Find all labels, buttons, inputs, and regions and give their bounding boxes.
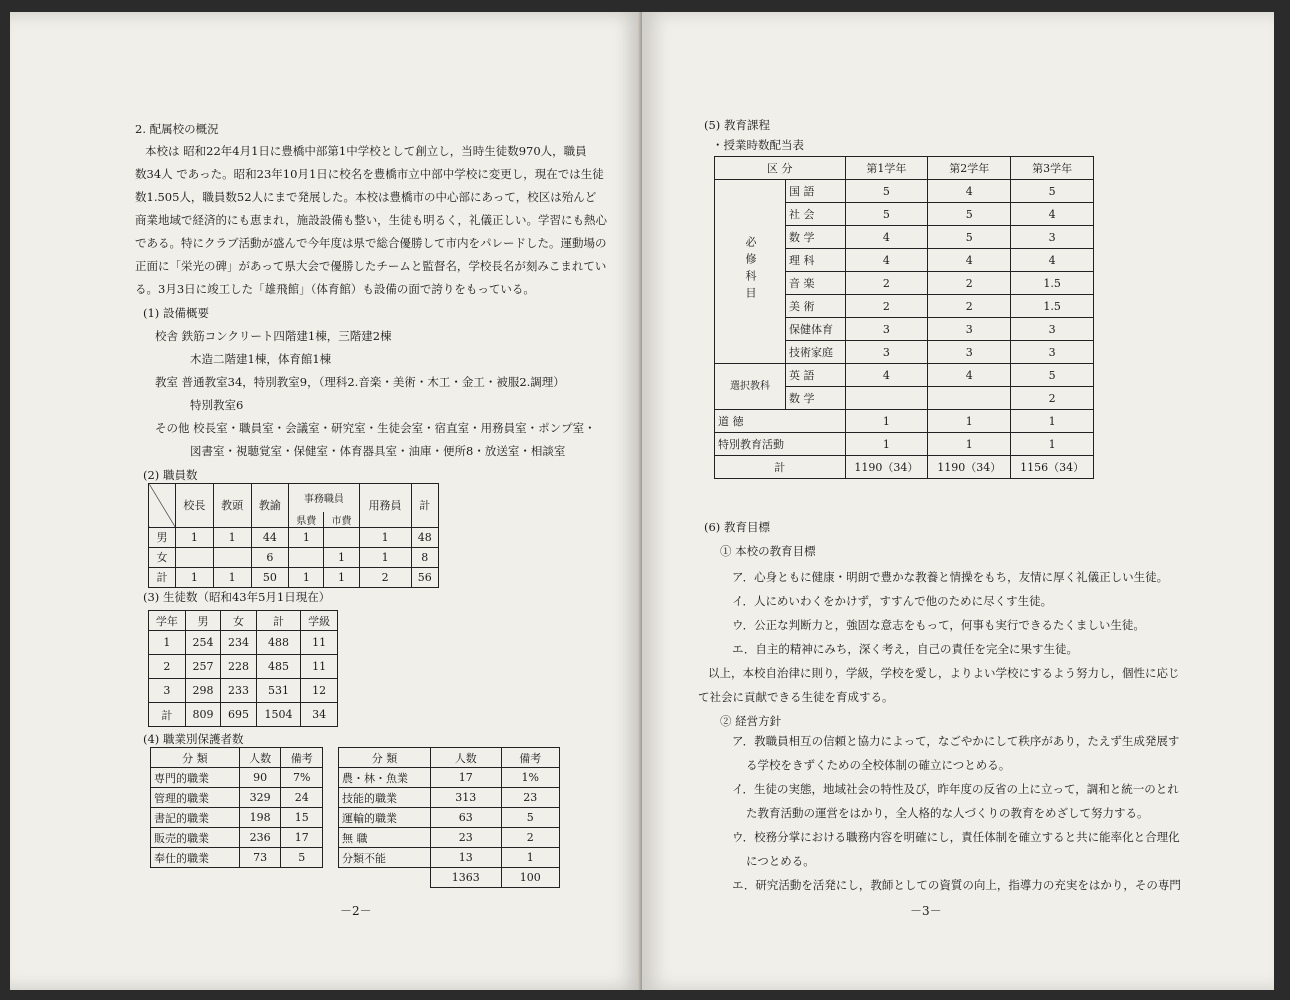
subject-cell: 技術家庭 bbox=[786, 341, 846, 364]
table-cell: 34 bbox=[301, 703, 338, 727]
subject-cell: 英 語 bbox=[786, 364, 846, 387]
policy-line: につとめる。 bbox=[746, 854, 815, 868]
table-header: 人数 bbox=[239, 748, 281, 768]
table-cell: 695 bbox=[221, 703, 257, 727]
table-cell: 313 bbox=[431, 788, 502, 808]
table-cell: 257 bbox=[185, 655, 221, 679]
table-cell: 計 bbox=[149, 703, 186, 727]
table-cell: 4 bbox=[928, 249, 1011, 272]
table-cell: 1.5 bbox=[1011, 295, 1094, 318]
table-cell: 7% bbox=[281, 768, 323, 788]
table-cell: 5 bbox=[501, 808, 559, 828]
table-cell: 1 bbox=[1011, 410, 1094, 433]
table-cell: 分類不能 bbox=[339, 848, 431, 868]
table-cell: 3 bbox=[1011, 226, 1094, 249]
table-cell: 56 bbox=[411, 567, 438, 587]
table-cell: 50 bbox=[251, 567, 289, 587]
table-row bbox=[339, 788, 560, 808]
table-cell: 90 bbox=[239, 768, 281, 788]
table-header: 第3学年 bbox=[1011, 157, 1094, 180]
table-cell: 3 bbox=[149, 679, 186, 703]
subject-cell: 保健体育 bbox=[786, 318, 846, 341]
table-row bbox=[715, 433, 1094, 456]
table-cell: 23 bbox=[431, 828, 502, 848]
curriculum-heading: (5) 教育課程 bbox=[704, 118, 770, 132]
table-header: 事務職員 bbox=[289, 484, 359, 512]
table-cell: 1156（34） bbox=[1011, 456, 1094, 479]
table-cell: 5 bbox=[845, 203, 928, 226]
facilities-line: 図書室・視聴覚室・保健室・体育器具室・油庫・便所8・放送室・相談室 bbox=[190, 444, 566, 458]
table-cell: 専門的職業 bbox=[151, 768, 240, 788]
page-number: －2－ bbox=[340, 904, 372, 918]
table-cell: 73 bbox=[239, 848, 281, 868]
empty-cell bbox=[339, 868, 431, 888]
table-cell: 書記的職業 bbox=[151, 808, 240, 828]
table-header: 分 類 bbox=[339, 748, 431, 768]
table-cell bbox=[324, 527, 359, 547]
policy-heading: ② 経営方針 bbox=[720, 714, 782, 728]
subject-cell: 社 会 bbox=[786, 203, 846, 226]
table-cell: 236 bbox=[239, 828, 281, 848]
table-cell bbox=[289, 547, 324, 567]
intro-line: 数34人 であった。昭和23年10月1日に校名を豊橋市立中部中学校に変更し，現在では生徒 bbox=[135, 167, 604, 181]
table-cell: 17 bbox=[281, 828, 323, 848]
table-header: 教諭 bbox=[251, 484, 289, 528]
table-cell: 12 bbox=[301, 679, 338, 703]
table-row bbox=[149, 631, 338, 655]
table-cell: 1 bbox=[324, 567, 359, 587]
table-cell: 1.5 bbox=[1011, 272, 1094, 295]
policy-line: ア．教職員相互の信頼と協力によって，なごやかにして秩序があり，たえず生成発展す bbox=[732, 734, 1180, 748]
table-cell: 13 bbox=[431, 848, 502, 868]
table-cell: 531 bbox=[256, 679, 300, 703]
table-header: 備考 bbox=[501, 748, 559, 768]
table-cell bbox=[213, 547, 251, 567]
subject-cell: 計 bbox=[715, 456, 846, 479]
table-cell: 1 bbox=[324, 547, 359, 567]
table-cell: 1 bbox=[845, 433, 928, 456]
table-cell: 1 bbox=[928, 433, 1011, 456]
table-cell: 4 bbox=[928, 180, 1011, 203]
left-page bbox=[10, 12, 642, 990]
table-cell: 2 bbox=[149, 655, 186, 679]
goal-item: ア．心身ともに健康・明朗で豊かな教養と情操をもち，友情に厚く礼儀正しい生徒。 bbox=[732, 570, 1169, 584]
goal-item: エ．自主的精神にみち，深く考え，自己の責任を完全に果す生徒。 bbox=[732, 642, 1079, 656]
facilities-line: 木造二階建1棟，体育館1棟 bbox=[190, 352, 332, 366]
table-header: 学級 bbox=[301, 611, 338, 631]
table-cell: 4 bbox=[1011, 203, 1094, 226]
facilities-line: 校舎 鉄筋コンクリート四階建1棟，三階建2棟 bbox=[155, 329, 392, 343]
facilities-line: 特別教室6 bbox=[190, 398, 244, 412]
table-cell: 2 bbox=[845, 295, 928, 318]
goals-summary-line: 以上，本校自治律に則り，学級，学校を愛し，よりよい学校にするよう努力し，個性に応じ bbox=[708, 666, 1180, 680]
table-cell: 管理的職業 bbox=[151, 788, 240, 808]
group-label-required: 必修科目 bbox=[715, 180, 786, 364]
subject-cell: 数 学 bbox=[786, 387, 846, 410]
table-row bbox=[149, 547, 439, 567]
goals-summary-line: て社会に貢献できる生徒を育成する。 bbox=[698, 690, 894, 704]
goals-heading: (6) 教育目標 bbox=[704, 520, 770, 534]
intro-line: 商業地域で経済的にも恵まれ，施設設備も整い，生徒も明るく，礼儀正しい。学習にも熱心 bbox=[135, 213, 607, 227]
table-cell: 809 bbox=[185, 703, 221, 727]
subject-cell: 特別教育活動 bbox=[715, 433, 846, 456]
table-cell: 1 bbox=[1011, 433, 1094, 456]
subject-cell: 理 科 bbox=[786, 249, 846, 272]
table-cell: 1 bbox=[359, 527, 411, 547]
table-row bbox=[151, 828, 323, 848]
table-cell: 運輸的職業 bbox=[339, 808, 431, 828]
table-row bbox=[151, 808, 323, 828]
table-header: 用務員 bbox=[359, 484, 411, 528]
table-cell bbox=[845, 387, 928, 410]
table-header: 備考 bbox=[281, 748, 323, 768]
row-label: 女 bbox=[149, 547, 176, 567]
intro-line: である。特にクラブ活動が盛んで今年度は県で総合優勝して市内をパレードした。運動場の bbox=[135, 236, 607, 250]
table-header: 第2学年 bbox=[928, 157, 1011, 180]
policy-line: る学校をきずくための全校体制の確立につとめる。 bbox=[746, 758, 1011, 772]
table-row bbox=[715, 180, 1094, 203]
table-cell: 3 bbox=[845, 341, 928, 364]
table-cell: 奉仕的職業 bbox=[151, 848, 240, 868]
page-number: －3－ bbox=[910, 904, 942, 918]
table-row bbox=[149, 527, 439, 547]
table-cell: 1 bbox=[845, 410, 928, 433]
row-label: 計 bbox=[149, 567, 176, 587]
subject-cell: 音 楽 bbox=[786, 272, 846, 295]
students-table bbox=[148, 610, 338, 727]
facilities-line: 教室 普通教室34，特別教室9，（理科2.音楽・美術・木工・金工・被服2.調理） bbox=[155, 375, 565, 389]
table-row bbox=[715, 364, 1094, 387]
policy-line: た教育活動の運営をはかり，全人格的な人づくりの教育をめざして努力する。 bbox=[746, 806, 1149, 820]
table-cell: 228 bbox=[221, 655, 257, 679]
table-cell: 254 bbox=[185, 631, 221, 655]
table-cell: 44 bbox=[251, 527, 289, 547]
table-cell: 298 bbox=[185, 679, 221, 703]
staff-table bbox=[148, 483, 439, 588]
table-cell: 4 bbox=[928, 364, 1011, 387]
table-cell: 4 bbox=[845, 249, 928, 272]
table-header: 県費 bbox=[289, 512, 324, 528]
table-cell: 販売的職業 bbox=[151, 828, 240, 848]
section-title: 2. 配属校の概況 bbox=[135, 122, 219, 136]
table-cell: 5 bbox=[928, 226, 1011, 249]
table-cell: 3 bbox=[845, 318, 928, 341]
table-header: 女 bbox=[221, 611, 257, 631]
table-total-row bbox=[339, 868, 560, 888]
table-cell: 24 bbox=[281, 788, 323, 808]
table-cell: 329 bbox=[239, 788, 281, 808]
table-cell: 技能的職業 bbox=[339, 788, 431, 808]
table-row bbox=[151, 768, 323, 788]
table-cell: 4 bbox=[845, 364, 928, 387]
table-cell: 1190（34） bbox=[928, 456, 1011, 479]
table-row bbox=[715, 410, 1094, 433]
table-cell: 5 bbox=[928, 203, 1011, 226]
table-row bbox=[149, 703, 338, 727]
table-cell bbox=[176, 547, 214, 567]
table-cell: 2 bbox=[501, 828, 559, 848]
table-row bbox=[149, 655, 338, 679]
table-cell: 2 bbox=[928, 272, 1011, 295]
table-row bbox=[151, 788, 323, 808]
table-cell: 11 bbox=[301, 631, 338, 655]
table-cell: 2 bbox=[1011, 387, 1094, 410]
intro-line: 正面に「栄光の碑」があって県大会で優勝したチームと監督名，学校長名が刻みこまれてい bbox=[135, 259, 607, 273]
table-cell: 1190（34） bbox=[845, 456, 928, 479]
table-cell: 3 bbox=[1011, 318, 1094, 341]
policy-line: イ．生徒の実態，地域社会の特性及び，昨年度の反省の上に立って，調和と統一のとれ bbox=[732, 782, 1179, 796]
diagonal-cell bbox=[149, 484, 176, 528]
table-cell: 3 bbox=[928, 341, 1011, 364]
table-header: 分 類 bbox=[151, 748, 240, 768]
table-header: 男 bbox=[185, 611, 221, 631]
students-heading: (3) 生徒数（昭和43年5月1日現在） bbox=[143, 590, 331, 604]
table-cell: 11 bbox=[301, 655, 338, 679]
goal-item: ウ．公正な判断力と，強固な意志をもって，何事も実行できるたくましい生徒。 bbox=[732, 618, 1145, 632]
table-cell: 4 bbox=[845, 226, 928, 249]
table-header: 学年 bbox=[149, 611, 186, 631]
table-cell: 17 bbox=[431, 768, 502, 788]
facilities-heading: (1) 設備概要 bbox=[143, 306, 209, 320]
table-cell: 100 bbox=[501, 868, 559, 888]
table-cell: 488 bbox=[256, 631, 300, 655]
group-label-elective: 選択教科 bbox=[715, 364, 786, 410]
table-header: 計 bbox=[411, 484, 438, 528]
policy-line: ウ．校務分掌における職務内容を明確にし，責任体制を確立すると共に能率化と合理化 bbox=[732, 830, 1180, 844]
table-cell: 48 bbox=[411, 527, 438, 547]
table-cell: 5 bbox=[1011, 180, 1094, 203]
guardians-table-right bbox=[338, 747, 560, 888]
table-cell: 198 bbox=[239, 808, 281, 828]
intro-line: る。3月3日に竣工した「雄飛館」（体育館）も設備の面で誇りをもっている。 bbox=[135, 282, 535, 296]
subject-cell: 道 徳 bbox=[715, 410, 846, 433]
table-cell: 3 bbox=[1011, 341, 1094, 364]
table-cell: 485 bbox=[256, 655, 300, 679]
table-header: 人数 bbox=[431, 748, 502, 768]
table-header: 教頭 bbox=[213, 484, 251, 528]
table-cell: 1 bbox=[289, 567, 324, 587]
table-cell: 2 bbox=[928, 295, 1011, 318]
table-cell: 5 bbox=[1011, 364, 1094, 387]
table-row bbox=[151, 848, 323, 868]
table-cell: 234 bbox=[221, 631, 257, 655]
table-cell: 1 bbox=[213, 527, 251, 547]
table-row bbox=[339, 808, 560, 828]
policy-line: エ．研究活動を活発にし，教師としての資質の向上，指導力の充実をはかり，その専門 bbox=[732, 878, 1181, 892]
table-header: 区 分 bbox=[715, 157, 846, 180]
table-cell: 1 bbox=[213, 567, 251, 587]
goal-item: イ．人にめいわくをかけず，すすんで他のために尽くす生徒。 bbox=[732, 594, 1053, 608]
subject-cell: 美 術 bbox=[786, 295, 846, 318]
table-row bbox=[149, 679, 338, 703]
table-cell: 1504 bbox=[256, 703, 300, 727]
table-total-row bbox=[715, 456, 1094, 479]
table-cell: 1 bbox=[928, 410, 1011, 433]
table-cell: 1 bbox=[501, 848, 559, 868]
intro-line: 数1.505人，職員数52人にまで発展した。本校は豊橋市の中心部にあって，校区は殆んど bbox=[135, 190, 597, 204]
staff-heading: (2) 職員数 bbox=[143, 468, 198, 482]
subject-cell: 国 語 bbox=[786, 180, 846, 203]
table-cell bbox=[928, 387, 1011, 410]
table-cell: 15 bbox=[281, 808, 323, 828]
table-cell: 無 職 bbox=[339, 828, 431, 848]
table-row bbox=[339, 768, 560, 788]
table-header: 第1学年 bbox=[845, 157, 928, 180]
table-row bbox=[339, 828, 560, 848]
table-cell: 2 bbox=[845, 272, 928, 295]
table-header: 校長 bbox=[176, 484, 214, 528]
row-label: 男 bbox=[149, 527, 176, 547]
table-header: 市費 bbox=[324, 512, 359, 528]
table-cell: 1 bbox=[176, 567, 214, 587]
table-cell: 1% bbox=[501, 768, 559, 788]
goals-subheading: ① 本校の教育目標 bbox=[720, 544, 816, 558]
table-cell: 2 bbox=[359, 567, 411, 587]
table-cell: 3 bbox=[928, 318, 1011, 341]
table-cell: 農・林・魚業 bbox=[339, 768, 431, 788]
facilities-line: その他 校長室・職員室・会議室・研究室・生徒会室・宿直室・用務員室・ポンプ室・ bbox=[155, 421, 596, 435]
right-page bbox=[642, 12, 1274, 990]
table-cell: 1 bbox=[359, 547, 411, 567]
table-row bbox=[149, 567, 439, 587]
subject-cell: 数 学 bbox=[786, 226, 846, 249]
table-cell: 1363 bbox=[431, 868, 502, 888]
table-cell: 233 bbox=[221, 679, 257, 703]
table-cell: 1 bbox=[149, 631, 186, 655]
table-cell: 8 bbox=[411, 547, 438, 567]
table-cell: 1 bbox=[176, 527, 214, 547]
curriculum-subheading: ・授業時数配当表 bbox=[712, 138, 804, 152]
guardians-heading: (4) 職業別保護者数 bbox=[143, 732, 244, 746]
table-cell: 5 bbox=[845, 180, 928, 203]
intro-line: 本校は 昭和22年4月1日に豊橋中部第1中学校として創立し，当時生徒数970人，職員 bbox=[145, 144, 587, 158]
table-row bbox=[339, 848, 560, 868]
table-cell: 4 bbox=[1011, 249, 1094, 272]
table-cell: 6 bbox=[251, 547, 289, 567]
hours-table bbox=[714, 156, 1094, 479]
table-cell: 5 bbox=[281, 848, 323, 868]
table-cell: 63 bbox=[431, 808, 502, 828]
table-header: 計 bbox=[256, 611, 300, 631]
table-cell: 23 bbox=[501, 788, 559, 808]
guardians-table-left bbox=[150, 747, 323, 868]
table-cell: 1 bbox=[289, 527, 324, 547]
